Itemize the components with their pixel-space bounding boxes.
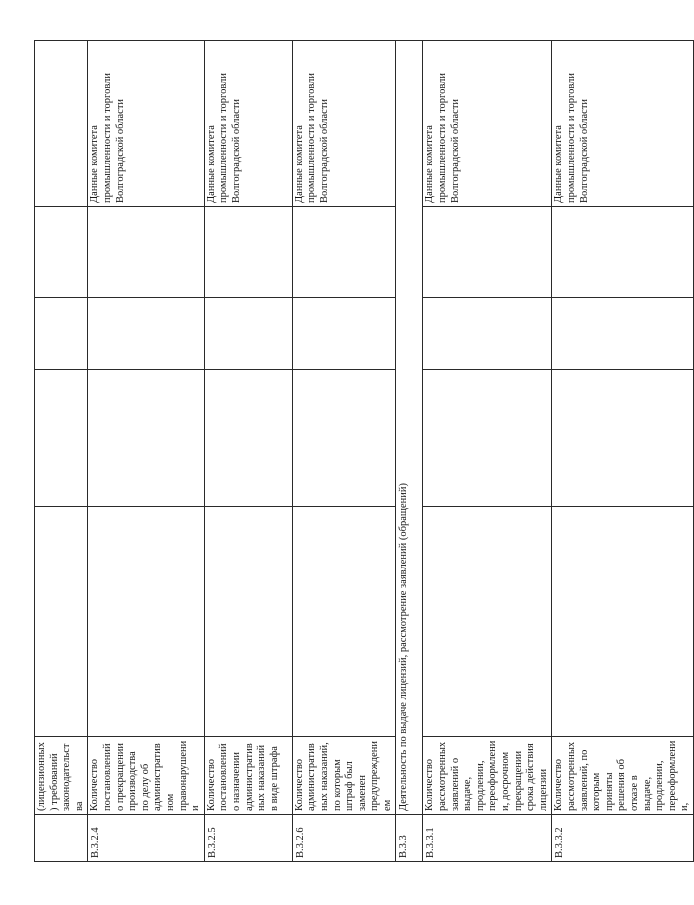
table-row <box>35 41 88 862</box>
table-row <box>292 41 396 862</box>
empty-cell <box>204 207 292 298</box>
code-cell: В.3.2.5 <box>204 815 292 862</box>
empty-cell <box>35 370 88 507</box>
section-title-cell: Деятельность по выдаче лицензий, рассмотрение заявлений (обращений) <box>396 41 423 815</box>
empty-cell <box>204 370 292 507</box>
empty-cell <box>35 207 88 298</box>
indicator-cell: Количество постановлений о назначении административных наказаний в виде штрафа <box>204 737 292 815</box>
indicator-cell: Количество рассмотренных заявлений о выдаче, продлении, переоформлении, досрочном прекращении срока действия лицензии <box>423 737 552 815</box>
indicator-cell: Количество рассмотренных заявлений, по которым приняты решения об отказе в выдаче, продлении, переоформлении, <box>552 737 694 815</box>
code-cell: В.3.2.6 <box>292 815 396 862</box>
empty-cell <box>552 370 694 507</box>
table-row <box>88 41 204 862</box>
source-cell: Данные комитета промышленности и торговли Волгоградской области <box>552 41 694 207</box>
indicators-table <box>34 40 694 862</box>
indicator-cell: Количество постановлений о прекращении производства по делу об административном правонарушении <box>88 737 204 815</box>
empty-cell <box>423 370 552 507</box>
code-cell <box>35 815 88 862</box>
empty-cell <box>88 507 204 737</box>
empty-cell <box>204 507 292 737</box>
empty-cell <box>423 507 552 737</box>
empty-cell <box>35 507 88 737</box>
rotated-table-container <box>34 41 691 862</box>
table-row <box>423 41 552 862</box>
empty-cell <box>423 298 552 370</box>
empty-cell <box>35 298 88 370</box>
empty-cell <box>88 370 204 507</box>
source-cell: Данные комитета промышленности и торговли Волгоградской области <box>423 41 552 207</box>
table-row <box>204 41 292 862</box>
code-cell: В.3.2.4 <box>88 815 204 862</box>
section-row <box>396 41 423 862</box>
source-cell: Данные комитета промышленности и торговли Волгоградской области <box>292 41 396 207</box>
empty-cell <box>552 507 694 737</box>
empty-cell <box>423 207 552 298</box>
empty-cell <box>292 370 396 507</box>
code-cell: В.3.3.1 <box>423 815 552 862</box>
empty-cell <box>88 298 204 370</box>
source-cell: Данные комитета промышленности и торговли Волгоградской области <box>88 41 204 207</box>
empty-cell <box>552 207 694 298</box>
source-cell: Данные комитета промышленности и торговли Волгоградской области <box>204 41 292 207</box>
empty-cell <box>292 507 396 737</box>
empty-cell <box>292 298 396 370</box>
code-cell: В.3.3.2 <box>552 815 694 862</box>
empty-cell <box>552 298 694 370</box>
empty-cell <box>204 298 292 370</box>
section-code-cell: В.3.3 <box>396 815 423 862</box>
table-row <box>552 41 694 862</box>
empty-cell <box>292 207 396 298</box>
source-cell <box>35 41 88 207</box>
indicator-cell: (лицензионных) требований законодательства <box>35 737 88 815</box>
empty-cell <box>88 207 204 298</box>
indicator-cell: Количество административных наказаний, по которым штраф был заменен предупреждением <box>292 737 396 815</box>
